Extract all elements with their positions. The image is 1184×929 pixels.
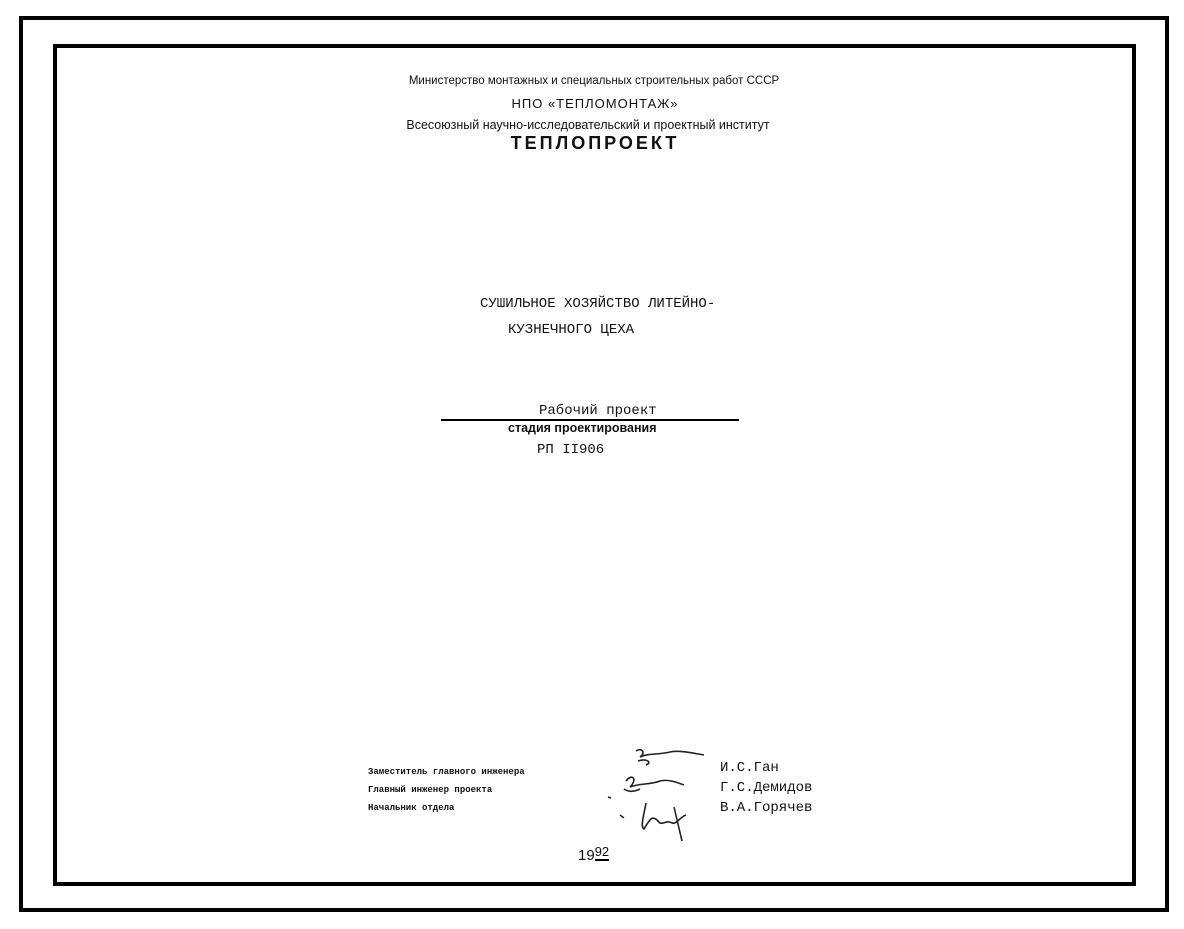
signature-2 [608, 777, 684, 798]
document-title-line-1: СУШИЛЬНОЕ ХОЗЯЙСТВО ЛИТЕЙНО- [480, 296, 716, 312]
year-prefix: 19 [578, 847, 595, 864]
project-code: РП II906 [537, 442, 605, 458]
institute-line: Всесоюзный научно-исследовательский и проектный институт [406, 118, 770, 132]
signatory-position-1: Заместитель главного инженера [368, 767, 525, 777]
stage-caption: стадия проектирования [508, 421, 657, 435]
inner-frame [53, 44, 1136, 886]
document-title-line-2: КУЗНЕЧНОГО ЦЕХА [508, 322, 635, 338]
signatory-position-3: Начальник отдела [368, 803, 455, 813]
signatures [600, 745, 720, 845]
signature-3 [620, 803, 686, 841]
year [578, 844, 610, 864]
signatory-name-3: В.А.Горячев [720, 800, 813, 816]
signatory-name-1: И.С.Ган [720, 760, 779, 776]
project-type: Рабочий проект [539, 403, 657, 419]
organization-name: ТЕПЛОПРОЕКТ [510, 133, 680, 153]
signature-1 [636, 750, 704, 765]
npo-line: НПО «ТЕПЛОМОНТАЖ» [511, 96, 679, 111]
year-suffix: 92 [594, 844, 610, 859]
ministry-line: Министерство монтажных и специальных строительных работ СССР [408, 75, 780, 87]
signatory-position-2: Главный инженер проекта [368, 785, 493, 795]
signatory-name-2: Г.С.Демидов [720, 780, 813, 796]
